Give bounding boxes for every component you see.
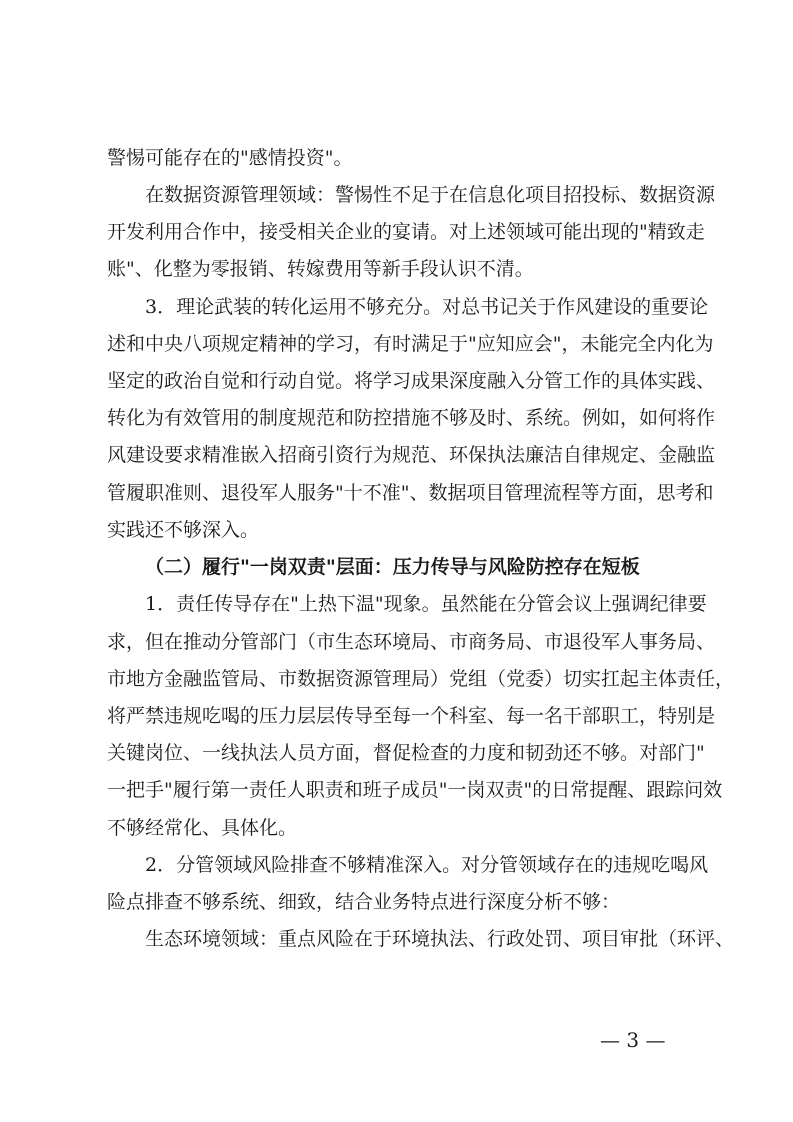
body-line: 将严禁违规吃喝的压力层层传导至每一个科室、每一名干部职工，特别是 [107,705,716,727]
body-line: 生态环境领域：重点风险在于环境执法、行政处罚、项目审批（环评、 [145,928,735,950]
body-line: 关键岗位、一线执法人员方面，督促检查的力度和韧劲还不够。对部门" [107,742,705,764]
body-line: 在数据资源管理领域：警惕性不足于在信息化项目招投标、数据资源 [145,184,716,206]
body-line: 一把手"履行第一责任人职责和班子成员"一岗双责"的日常提醒、跟踪问效 [107,779,723,801]
body-line: 风建设要求精准嵌入招商引资行为规范、环保执法廉洁自律规定、金融监 [107,444,716,466]
body-line: 1．责任传导存在"上热下温"现象。虽然能在分管会议上强调纪律要 [145,593,707,615]
body-line: 不够经常化、具体化。 [107,817,298,839]
body-line: 3．理论武装的转化运用不够充分。对总书记关于作风建设的重要论 [145,296,709,318]
body-line: 管履职准则、退役军人服务"十不准"、数据项目管理流程等方面，思考和 [107,482,714,504]
body-line: 险点排查不够系统、细致，结合业务特点进行深度分析不够： [107,891,621,913]
body-line: 2．分管领域风险排查不够精准深入。对分管领域存在的违规吃喝风 [145,854,709,876]
section-heading: （二）履行"一岗双责"层面：压力传导与风险防控存在短板 [145,556,640,578]
body-line: 实践还不够深入。 [107,519,260,541]
body-line: 账"、化整为零报销、转嫁费用等新手段认识不清。 [107,258,534,280]
body-line: 市地方金融监管局、市数据资源管理局）党组（党委）切实扛起主体责任， [107,668,735,690]
body-line: 警惕可能存在的"感情投资"。 [107,147,353,169]
page-number: — 3 — [600,1028,666,1052]
body-line: 开发利用合作中，接受相关企业的宴请。对上述领域可能出现的"精致走 [107,221,705,243]
body-line: 求，但在推动分管部门（市生态环境局、市商务局、市退役军人事务局、 [107,631,716,653]
body-line: 坚定的政治自觉和行动自觉。将学习成果深度融入分管工作的具体实践、 [107,370,716,392]
body-line: 转化为有效管用的制度规范和防控措施不够及时、系统。例如，如何将作 [107,407,716,429]
body-line: 述和中央八项规定精神的学习，有时满足于"应知应会"，未能完全内化为 [107,333,714,355]
